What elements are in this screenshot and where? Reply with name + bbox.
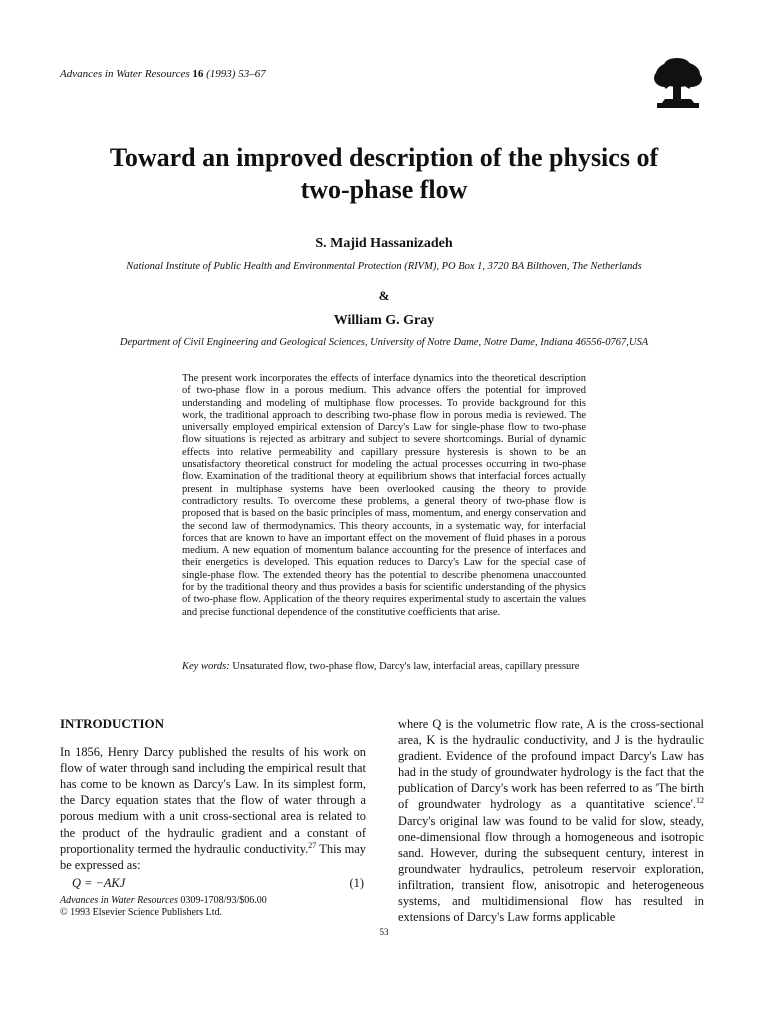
keywords <box>182 661 586 673</box>
section-heading: INTRODUCTION <box>60 716 165 731</box>
footnote-line-1 <box>60 895 366 907</box>
journal-citation <box>60 68 266 80</box>
equation-expression: Q = −AKJ <box>72 875 126 890</box>
publisher-tree-logo-icon <box>651 58 703 108</box>
right-text: where Q is the volumetric flow rate, A is the cross-sectional area, K is the hydraulic conductivity, and J is the hydraulic gradient. Evidence of the profound impact Darcy's Law has had in the study of groundwater hydrology is the fact that the publication of Darcy's work has been referred to as 'The birth of groundwater hydrology as a quantitative science'. <box>398 717 704 812</box>
equation-1 <box>60 875 366 891</box>
citation-ref: 12 <box>696 796 704 806</box>
footnote-code: 0309-1708/93/$06.00 <box>177 895 267 906</box>
author-separator: & <box>378 288 390 303</box>
footnote-copyright: © 1993 Elsevier Science Publishers Ltd. <box>60 907 223 918</box>
citation-ref: 27 <box>308 840 317 850</box>
footnote <box>60 895 366 919</box>
right-paragraph <box>398 716 704 925</box>
keywords-label: Key words: <box>182 661 230 672</box>
footnote-journal: Advances in Water Resources <box>60 895 178 906</box>
author-1-name: S. Majid Hassanizadeh <box>315 236 453 251</box>
journal-name: Advances in Water Resources <box>60 68 190 80</box>
journal-year-pages: (1993) 53–67 <box>206 68 266 80</box>
author-2-affiliation: Department of Civil Engineering and Geological Sciences, University of Notre Dame, Notre Dame, Indiana 46556-0767,USA <box>119 337 649 348</box>
journal-volume: 16 <box>192 68 204 80</box>
page-number: 53 <box>379 927 389 937</box>
intro-text-cont: This may be expressed as: <box>60 841 366 872</box>
keywords-list: Unsaturated flow, two-phase flow, Darcy's law, interfacial areas, capillary pressure <box>232 661 580 672</box>
left-column <box>60 716 366 891</box>
right-text-cont: Darcy's original law was found to be valid for slow, steady, one-dimensional flow through a homogeneous and isotropic sand. However, during the subsequent century, interest in groundwater hydraulics, petroleum reservoir exploration, infiltration, transient flow, anisotropic and heterogeneous systems, and multidimensional flow has resulted in extensions of Darcy's Law forms applicable <box>398 813 704 925</box>
equation-number: (1) <box>349 875 364 890</box>
abstract: The present work incorporates the effects of interface dynamics into the theoretical description of two-phase flow in a porous medium. This advance offers the potential for improved understanding and modeling of multiphase flow processes. To provide background for this work, the traditional approach to describing two-phase flow in porous media is reviewed. The universally employed empirical extension of Darcy's Law for single-phase flow to two-phase flow situations is rejected as arbitrary and subject to severe shortcomings. Burial of dynamic effects into relative permeability and capillary pressure hysteresis is shown to be an unsatisfactory theoretical construct for modeling the actual processes occurring in two-phase flow. Examination of the traditional theory at equilibrium shows that interfacial forces actually present in multiphase systems have been overlooked causing the theory to provide contradictory results. To overcome these problems, a general theory of two-phase flow is proposed that is based on the basic principles of mass, momentum, and energy conservation and the second law of thermodynamics. This theory accounts, in a systematic way, for interfacial forces that are known to have an important effect on the movement of fluid phases in a porous medium. A new equation of momentum balance accounting for the presence of interfaces and their energetics is developed. This equation reduces to Darcy's Law for the special case of single-phase flow. The extended theory has the potential to describe phenomena unaccounted for by the traditional theory and thus provides a basis for scientific understanding of the physics of two-phase flow. Application of the theory requires experimental study to ascertain the values and precise functional dependence of the constitutive coefficients that arise. <box>182 373 586 618</box>
intro-text: In 1856, Henry Darcy published the results of his work on flow of water through sand including the empirical result that has come to be known as Darcy's Law. In its simplest form, the Darcy equation states that the flow of water through a porous medium with a unit cross-sectional area is related to the product of the hydraulic gradient and a constant of proportionality termed the hydraulic conductivity. <box>60 745 366 856</box>
author-2-name: William G. Gray <box>333 313 435 328</box>
intro-paragraph <box>60 744 366 873</box>
author-1-affiliation: National Institute of Public Health and Environmental Protection (RIVM), PO Box 1, 3720 BA Bilthoven, The Netherlands <box>126 261 642 272</box>
right-column <box>398 716 704 925</box>
paper-title-line-1: Toward an improved description of the physics of <box>109 143 659 172</box>
paper-title <box>40 142 728 206</box>
paper-title-line-2: two-phase flow <box>300 175 468 204</box>
